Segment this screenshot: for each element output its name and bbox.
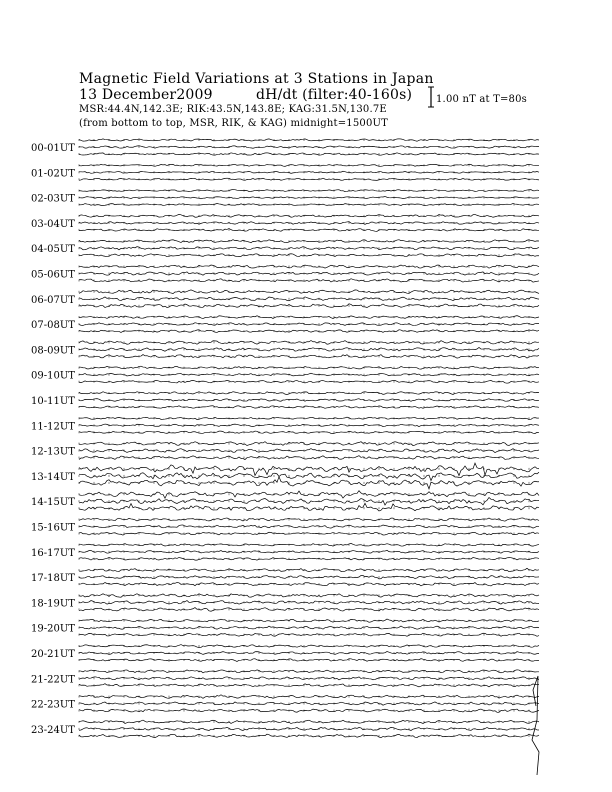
row-label: 19-20UT — [31, 623, 75, 635]
trace-KAG — [79, 340, 539, 344]
trace-MSR — [79, 734, 539, 737]
trace-RIK — [79, 525, 539, 528]
trace-RIK — [79, 472, 539, 480]
trace-MSR — [79, 380, 539, 383]
trace-MSR — [79, 153, 539, 155]
trace-KAG — [79, 189, 539, 191]
trace-RIK — [79, 171, 539, 173]
scale-label: 1.00 nT at T=80s — [436, 94, 527, 105]
hour-row-22-23UT — [31, 695, 539, 713]
trace-RIK — [79, 297, 539, 301]
trace-RIK — [79, 497, 539, 505]
hour-row-16-17UT — [31, 543, 539, 560]
hour-row-15-16UT — [31, 518, 539, 535]
row-label: 05-06UT — [31, 269, 75, 281]
trace-RIK — [79, 196, 539, 198]
trace-MSR — [79, 477, 539, 489]
chart-quantity: dH/dt (filter:40-160s) — [256, 87, 413, 103]
trace-KAG — [79, 491, 539, 499]
hour-row-20-21UT — [31, 645, 539, 662]
trace-KAG — [79, 619, 539, 622]
hour-row-02-03UT — [31, 189, 539, 205]
row-label: 00-01UT — [31, 143, 75, 154]
trace-MSR — [79, 254, 539, 257]
trace-RIK — [79, 702, 539, 705]
row-label: 16-17UT — [31, 547, 75, 559]
trace-MSR — [79, 304, 539, 308]
row-label: 21-22UT — [31, 674, 75, 686]
row-label: 07-08UT — [31, 320, 75, 332]
trace-MSR — [79, 279, 539, 282]
hour-row-03-04UT — [31, 214, 539, 231]
trace-RIK — [79, 424, 539, 427]
trace-MSR — [79, 659, 539, 662]
row-label: 17-18UT — [31, 573, 75, 585]
row-label: 01-02UT — [31, 168, 75, 180]
trace-KAG — [79, 214, 539, 217]
trace-KAG — [79, 568, 539, 571]
row-label: 11-12UT — [31, 421, 75, 433]
hour-row-18-19UT — [31, 594, 539, 612]
trace-MSR — [79, 228, 539, 231]
trace-RIK — [79, 373, 539, 376]
trace-KAG — [79, 290, 539, 294]
hour-row-19-20UT — [31, 619, 539, 636]
trace-KAG — [79, 164, 539, 166]
chart-date: 13 December2009 — [79, 87, 213, 103]
row-label: 23-24UT — [31, 724, 75, 736]
trace-RIK — [79, 347, 539, 351]
row-label: 15-16UT — [31, 522, 75, 534]
trace-MSR — [79, 203, 539, 205]
hour-row-13-14UT — [31, 463, 539, 489]
hour-row-11-12UT — [31, 417, 539, 434]
trace-MSR — [79, 456, 539, 460]
trace-RIK — [79, 146, 539, 148]
hour-row-06-07UT — [31, 290, 539, 308]
minute-ticks — [79, 482, 529, 484]
row-label: 03-04UT — [31, 218, 75, 230]
row-label: 22-23UT — [31, 699, 75, 711]
row-label: 04-05UT — [31, 244, 75, 256]
row-label: 14-15UT — [31, 497, 75, 509]
trace-RIK — [79, 601, 539, 605]
trace-KAG — [79, 645, 539, 648]
trace-MSR — [79, 709, 539, 712]
trace-MSR — [79, 431, 539, 434]
trace-KAG — [79, 670, 539, 673]
trace-RIK — [79, 575, 539, 578]
hour-row-07-08UT — [31, 316, 539, 333]
trace-MSR — [79, 684, 539, 687]
row-label: 02-03UT — [31, 193, 75, 205]
hour-row-23-24UT — [31, 720, 539, 738]
trace-MSR — [79, 178, 539, 180]
row-label: 08-09UT — [31, 345, 75, 357]
stacking-order-note: (from bottom to top, MSR, RIK, & KAG) midnight=1500UT — [79, 118, 389, 129]
station-coordinates: MSR:44.4N,142.3E; RIK:43.5N,143.8E; KAG:31.5N,130.7E — [79, 104, 387, 115]
trace-KAG — [79, 240, 539, 243]
trace-MSR — [79, 355, 539, 359]
trace-RIK — [79, 272, 539, 275]
trace-KAG — [79, 139, 539, 141]
trace-RIK — [79, 550, 539, 553]
trace-KAG — [79, 392, 539, 395]
hour-row-04-05UT — [31, 240, 539, 257]
trace-MSR — [79, 330, 539, 333]
trace-RIK — [79, 323, 539, 326]
trace-RIK — [79, 727, 539, 730]
row-label: 13-14UT — [31, 471, 75, 483]
minute-ticks — [79, 493, 529, 495]
hour-row-17-18UT — [31, 568, 539, 586]
hour-row-00-01UT — [31, 139, 539, 155]
trace-MSR — [79, 557, 539, 560]
hour-row-12-13UT — [31, 442, 539, 460]
trace-MSR — [79, 406, 539, 409]
row-label: 18-19UT — [31, 598, 75, 610]
trace-RIK — [79, 652, 539, 655]
trace-KAG — [79, 442, 539, 446]
trace-KAG — [79, 417, 539, 419]
trace-KAG — [79, 543, 539, 546]
hour-row-05-06UT — [31, 265, 539, 282]
trace-MSR — [79, 503, 539, 511]
trace-KAG — [79, 594, 539, 598]
trace-RIK — [79, 449, 539, 453]
trace-MSR — [79, 608, 539, 612]
trace-KAG — [79, 366, 539, 369]
row-label: 06-07UT — [31, 294, 75, 306]
row-label: 10-11UT — [31, 396, 75, 407]
row-label: 12-13UT — [31, 446, 75, 458]
trace-RIK — [79, 222, 539, 225]
hour-row-14-15UT — [31, 491, 539, 511]
hour-row-08-09UT — [31, 340, 539, 358]
row-label: 20-21UT — [31, 649, 75, 660]
hour-row-21-22UT — [31, 670, 539, 687]
trace-RIK — [79, 247, 539, 250]
trace-RIK — [79, 677, 539, 680]
trace-KAG — [79, 518, 539, 521]
hour-row-10-11UT — [31, 392, 539, 409]
hour-row-01-02UT — [31, 164, 539, 180]
trace-KAG — [79, 316, 539, 319]
large-excursion-trace — [532, 676, 539, 775]
hour-row-09-10UT — [31, 366, 539, 383]
trace-RIK — [79, 399, 539, 402]
trace-MSR — [79, 582, 539, 585]
trace-RIK — [79, 626, 539, 629]
row-label: 09-10UT — [31, 370, 75, 382]
trace-MSR — [79, 633, 539, 636]
chart-title: Magnetic Field Variations at 3 Stations in Japan — [79, 71, 434, 87]
trace-KAG — [79, 695, 539, 699]
trace-MSR — [79, 532, 539, 535]
trace-KAG — [79, 265, 539, 268]
trace-KAG — [79, 720, 539, 723]
